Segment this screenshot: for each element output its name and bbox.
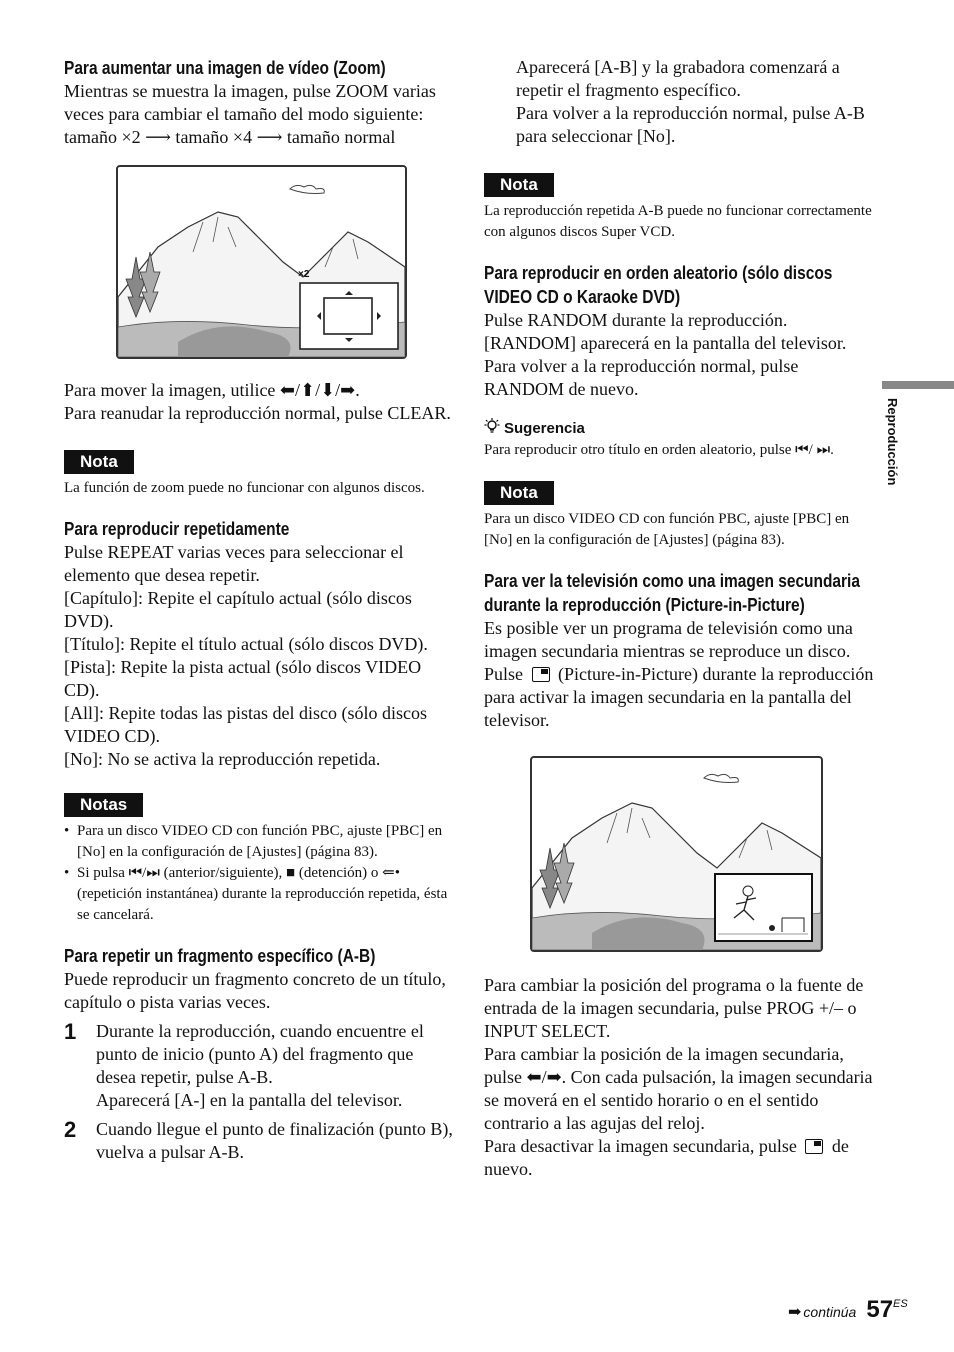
move-text: Para mover la imagen, utilice ⬅/⬆/⬇/➡. (64, 380, 360, 400)
ab-continued-1: Aparecerá [A-B] y la grabadora comenzará a repetir el fragmento específico. (516, 57, 840, 100)
nota-label-1: Nota (64, 450, 134, 474)
resume-text: Para reanudar la reproducción normal, pulse CLEAR. (64, 403, 451, 423)
tip-label: Sugerencia (504, 420, 585, 437)
position-text-1: Para cambiar la posición del programa o la fuente de entrada de la imagen secundaria, pulse PROG +/– o INPUT SELECT. (484, 975, 864, 1041)
left-column (64, 56, 456, 1164)
zoom-illustration (116, 165, 407, 359)
step-1-subtext: Aparecerá [A-] en la pantalla del televisor. (96, 1090, 403, 1110)
continua-text: continúa (803, 1304, 857, 1320)
pip-text-1: Es posible ver un programa de televisión como una imagen secundaria mientras se reproduce un disco. (484, 618, 853, 661)
step-2-number: 2 (64, 1117, 77, 1142)
pip-subscreen (715, 874, 812, 941)
zoom-sequence: tamaño ×2 ⟶ tamaño ×4 ⟶ tamaño normal (64, 127, 396, 147)
ab-continued-2: Para volver a la reproducción normal, pulse A-B para seleccionar [No]. (516, 103, 865, 146)
section-side-label (885, 398, 905, 508)
pip-illustration (530, 756, 823, 952)
pip-text-2 (484, 663, 874, 732)
off-text (484, 1135, 874, 1181)
tip-text: Para reproducir otro título en orden aleatorio, pulse ⏮/ ⏭. (484, 442, 834, 458)
position-text-2: Para cambiar la posición de la imagen secundaria, pulse ⬅/➡. Con cada pulsación, la imagen secundaria se moverá en el sentido horario o en el sentido contrario a las agujas del reloj. (484, 1044, 873, 1133)
continue-arrow-icon: ➡ (788, 1304, 802, 1321)
lightbulb-icon (484, 417, 504, 440)
step-1-number: 1 (64, 1019, 77, 1044)
random-line-2: Para volver a la reproducción normal, pulse RANDOM de nuevo. (484, 356, 799, 399)
pip-button-icon-2 (805, 1139, 823, 1154)
step-2-text: Cuando llegue el punto de finalización (punto B), vuelva a pulsar A-B. (96, 1119, 453, 1162)
nota-label-3: Nota (484, 481, 554, 505)
landscape-image (118, 167, 405, 357)
off-text-b: de nuevo. (484, 1136, 849, 1179)
repeat-line-4: [All]: Repite todas las pistas del disco (sólo discos VIDEO CD). (64, 703, 427, 746)
page-number: 57 (866, 1296, 894, 1323)
pip-text-2a: Pulse (484, 664, 524, 684)
footer (788, 1296, 908, 1324)
pip-button-icon (532, 667, 550, 682)
notas-item-0: • Para un disco VIDEO CD con función PBC, ajuste [PBC] en [No] en la configuración de [Ajustes] (página 83). (64, 821, 456, 863)
nota-label-2: Nota (484, 173, 554, 197)
section-tab-bar (882, 381, 954, 389)
random-line-0: Pulse RANDOM durante la reproducción. (484, 310, 788, 330)
step-1-text: Durante la reproducción, cuando encuentre el punto de inicio (punto A) del fragmento que desea repetir, pulse A-B. (96, 1021, 424, 1087)
repeat-line-2: [Título]: Repite el título actual (sólo discos DVD). (64, 634, 428, 654)
random-heading: Para reproducir en orden aleatorio (sólo discos VIDEO CD o Karaoke DVD) (484, 263, 833, 307)
repeat-line-5: [No]: No se activa la reproducción repetida. (64, 749, 381, 769)
step-2 (64, 1118, 456, 1164)
tip-header (484, 417, 874, 440)
repeat-heading: Para reproducir repetidamente (64, 519, 290, 539)
notas-label: Notas (64, 793, 143, 817)
pip-heading: Para ver la televisión como una imagen secundaria durante la reproducción (Picture-in-Picture) (484, 571, 860, 615)
ab-heading: Para repetir un fragmento específico (A-B) (64, 946, 376, 966)
zoom-heading: Para aumentar una imagen de vídeo (Zoom) (64, 58, 386, 78)
zoom-text: Mientras se muestra la imagen, pulse ZOOM varias veces para cambiar el tamaño del modo siguiente: (64, 81, 436, 124)
notas-list (64, 821, 456, 926)
pip-text-2b: (Picture-in-Picture) durante la reproducción para activar la imagen secundaria en la pantalla del televisor. (484, 664, 874, 730)
landscape-pip-image (532, 758, 821, 950)
step-1 (64, 1020, 456, 1112)
off-text-a: Para desactivar la imagen secundaria, pulse (484, 1136, 797, 1156)
nota-text-2: La reproducción repetida A-B puede no funcionar correctamente con algunos discos Super VCD. (484, 203, 872, 240)
nota-text-1: La función de zoom puede no funcionar con algunos discos. (64, 480, 425, 496)
ab-text: Puede reproducir un fragmento concreto de un título, capítulo o pista varias veces. (64, 969, 446, 1012)
zoom-level-label: ×2 (298, 269, 310, 280)
nota-text-3: Para un disco VIDEO CD con función PBC, ajuste [PBC] en [No] en la configuración de [Ajustes] (página 83). (484, 511, 850, 548)
page-suffix: ES (893, 1298, 908, 1310)
repeat-line-0: Pulse REPEAT varias veces para seleccionar el elemento que desea repetir. (64, 542, 404, 585)
random-line-1: [RANDOM] aparecerá en la pantalla del televisor. (484, 333, 847, 353)
notas-item-1: • Si pulsa ⏮/⏭ (anterior/siguiente), ■ (detención) o ⇐• (repetición instantánea) durante la reproducción repetida, ésta se cancelará. (64, 863, 456, 926)
repeat-line-1: [Capítulo]: Repite el capítulo actual (sólo discos DVD). (64, 588, 412, 631)
repeat-line-3: [Pista]: Repite la pista actual (sólo discos VIDEO CD). (64, 657, 422, 700)
section-side-text: Reproducción (885, 398, 900, 486)
right-column (484, 56, 874, 1181)
